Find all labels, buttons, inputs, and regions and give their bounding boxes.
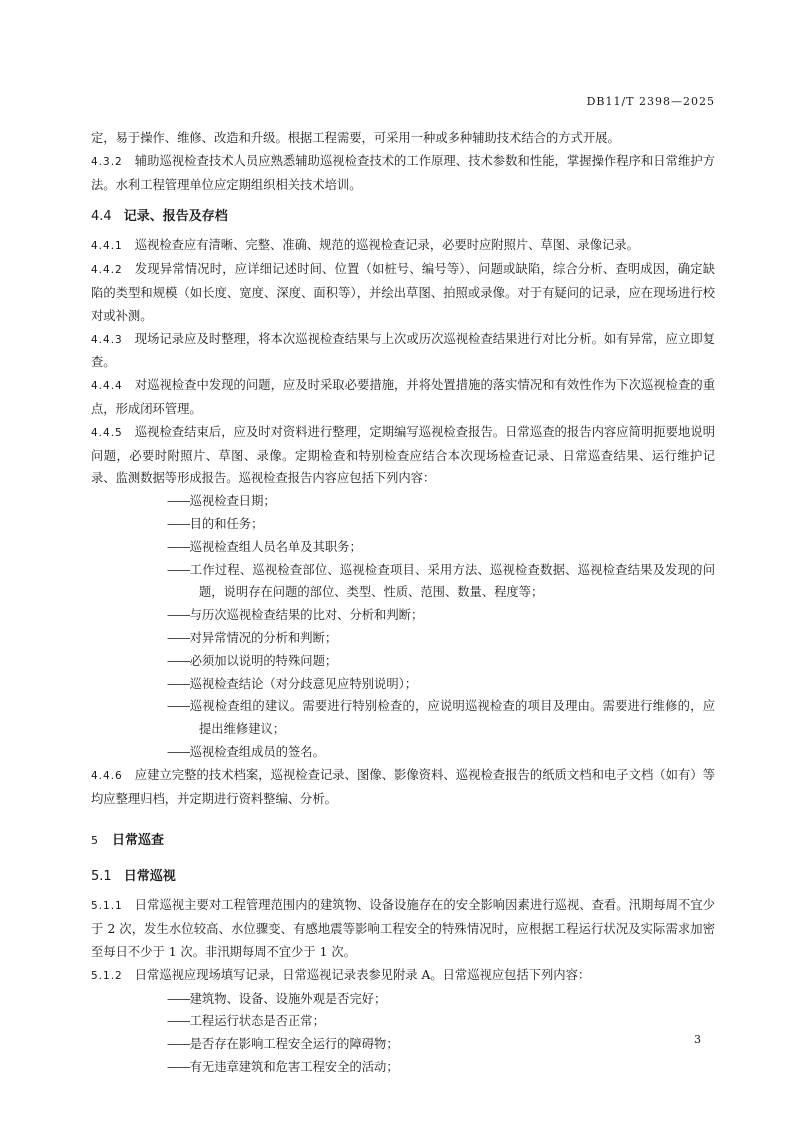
section-number: 5 [91,834,98,848]
list-item [91,513,715,536]
clause-number: 5.1.2 [91,969,123,982]
list-item [91,536,715,559]
clause-text: 辅助巡视检查技术人员应熟悉辅助巡视检查技术的工作原理、技术参数和性能，掌握操作程序和日常维护方法。水利工程管理单位应定期组织相关技术培训。 [91,153,715,192]
list-item-text: 必须加以说明的特殊问题； [189,653,338,668]
clause-4-4-1 [91,234,715,258]
list-dash: —— [167,699,190,714]
clause-4-4-6 [91,764,715,811]
document-code-header: DB11/T 2398—2025 [586,95,715,108]
list-item-text: 有无违章建筑和危害工程安全的活动； [189,1059,399,1074]
list-item-text: 巡视检查日期； [189,494,276,509]
clause-4-4-5 [91,421,715,490]
list-item [91,490,715,513]
clause-text: 定，易于操作、维修、改造和升级。根据工程需要，可采用一种或多种辅助技术结合的方式开展。 [91,131,620,145]
list-item-text: 工作过程、巡视检查部位、巡视检查项目、采用方法、巡视检查数据、巡视检查结果及发现的问题，说明存在问题的部位、类型、性质、范围、数量、程度等； [189,562,715,600]
clause-number: 4.4.2 [91,264,123,277]
list-dash: —— [167,516,190,531]
clause-number: 4.4.4 [91,380,123,393]
list-item [91,1033,715,1056]
paragraph-continuation [91,127,715,150]
list-item [91,604,715,627]
list-dash: —— [167,653,190,668]
list-item-text: 工程运行状态是否正常； [189,1014,325,1029]
list-item [91,988,715,1011]
section-number: 4.4 [91,209,112,225]
clause-number: 5.1.1 [91,900,123,913]
list-dash: —— [167,630,190,645]
clause-number: 4.4.6 [91,769,123,782]
list-item-text: 巡视检查结论（对分歧意见应特别说明）； [189,676,418,691]
clause-text: 日常巡视主要对工程管理范围内的建筑物、设备设施存在的安全影响因素进行巡视、查看。汛期每周不宜少于 2 次，发生水位较高、水位骤变、有感地震等影响工程安全的特殊情况时，应根据工程运行状况及实际需求加密至每日不少于 1 次。非汛期每周不宜少于 1 次。 [91,898,715,959]
clause-text: 巡视检查结束后，应及时对资料进行整理，定期编写巡视检查报告。日常巡查的报告内容应简明扼要地说明问题，必要时附照片、草图、录像。定期检查和特别检查应结合本次现场检查记录、日常巡查结果、运行维护记录、监测数据等形成报告。巡视检查报告内容应包括下列内容： [91,424,715,486]
list-dash: —— [167,608,190,623]
list-item-text: 是否存在影响工程安全运行的障碍物； [189,1037,399,1052]
section-title: 日常巡视 [123,869,176,885]
clause-number: 4.3.2 [91,155,123,168]
clause-text: 发现异常情况时，应详细记述时间、位置（如桩号、编号等）、问题或缺陷，综合分析、查明成因，确定缺陷的类型和规模（如长度、宽度、深度、面积等），并绘出草图、拍照或录像。对于有疑问的记录，应在现场进行校对或补测。 [91,262,715,323]
clause-number: 4.4.3 [91,333,123,346]
list-item-text: 对异常情况的分析和判断； [189,630,338,645]
clause-4-3-2 [91,150,715,197]
clause-number: 4.4.1 [91,240,123,253]
list-item-text: 巡视检查组的建议。需要进行特别检查的，应说明巡视检查的项目及理由。需要进行维修的，应提出维修建议； [189,699,715,737]
list-item [91,627,715,650]
section-title: 记录、报告及存档 [123,209,228,225]
list-dash: —— [167,744,190,759]
section-heading-5-1 [91,866,715,888]
section-heading-5 [91,830,715,852]
clause-5-1-1 [91,894,715,963]
list-dash: —— [167,494,190,509]
clause-4-4-2 [91,258,715,327]
list-item [91,1056,715,1079]
list-dash: —— [167,562,190,577]
list-item [91,741,715,764]
clause-text: 巡视检查应有清晰、完整、准确、规范的巡视检查记录，必要时应附照片、草图、录像记录。 [134,238,639,253]
section-title: 日常巡查 [112,833,165,849]
list-item [91,695,715,741]
clause-4-4-3 [91,328,715,375]
list-dash: —— [167,1037,190,1052]
list-item-text: 与历次巡视检查结果的比对、分析和判断； [189,608,424,623]
clause-number: 4.4.5 [91,426,123,439]
list-item [91,650,715,673]
list-item-text: 巡视检查组人员名单及其职务； [189,539,362,554]
clause-text: 应建立完整的技术档案，巡视检查记录、图像、影像资料、巡视检查报告的纸质文档和电子文档（如有）等均应整理归档，并定期进行资料整编、分析。 [91,767,715,806]
clause-4-4-4 [91,374,715,421]
list-item [91,673,715,696]
list-item-text: 建筑物、设备、设施外观是否完好； [189,991,387,1006]
section-number: 5.1 [91,869,112,885]
list-item [91,559,715,605]
clause-text: 对巡视检查中发现的问题，应及时采取必要措施，并将处置措施的落实情况和有效性作为下次巡视检查的重点，形成闭环管理。 [91,378,715,416]
page-number: 3 [694,1033,701,1046]
list-dash: —— [167,539,190,554]
clause-5-1-2 [91,964,715,988]
list-dash: —— [167,1059,190,1074]
clause-text: 现场记录应及时整理，将本次巡视检查结果与上次或历次巡视检查结果进行对比分析。如有异常，应立即复查。 [91,331,715,370]
list-item-text: 巡视检查组成员的签名。 [189,744,325,759]
page-content [91,127,715,1079]
list-item [91,1010,715,1033]
list-item-text: 目的和任务； [189,516,264,531]
list-dash: —— [167,1014,190,1029]
list-dash: —— [167,676,190,691]
clause-text: 日常巡视应现场填写记录，日常巡视记录表参见附录 A。日常巡视应包括下列内容： [134,967,591,982]
section-heading-4-4 [91,206,715,228]
list-dash: —— [167,991,190,1006]
